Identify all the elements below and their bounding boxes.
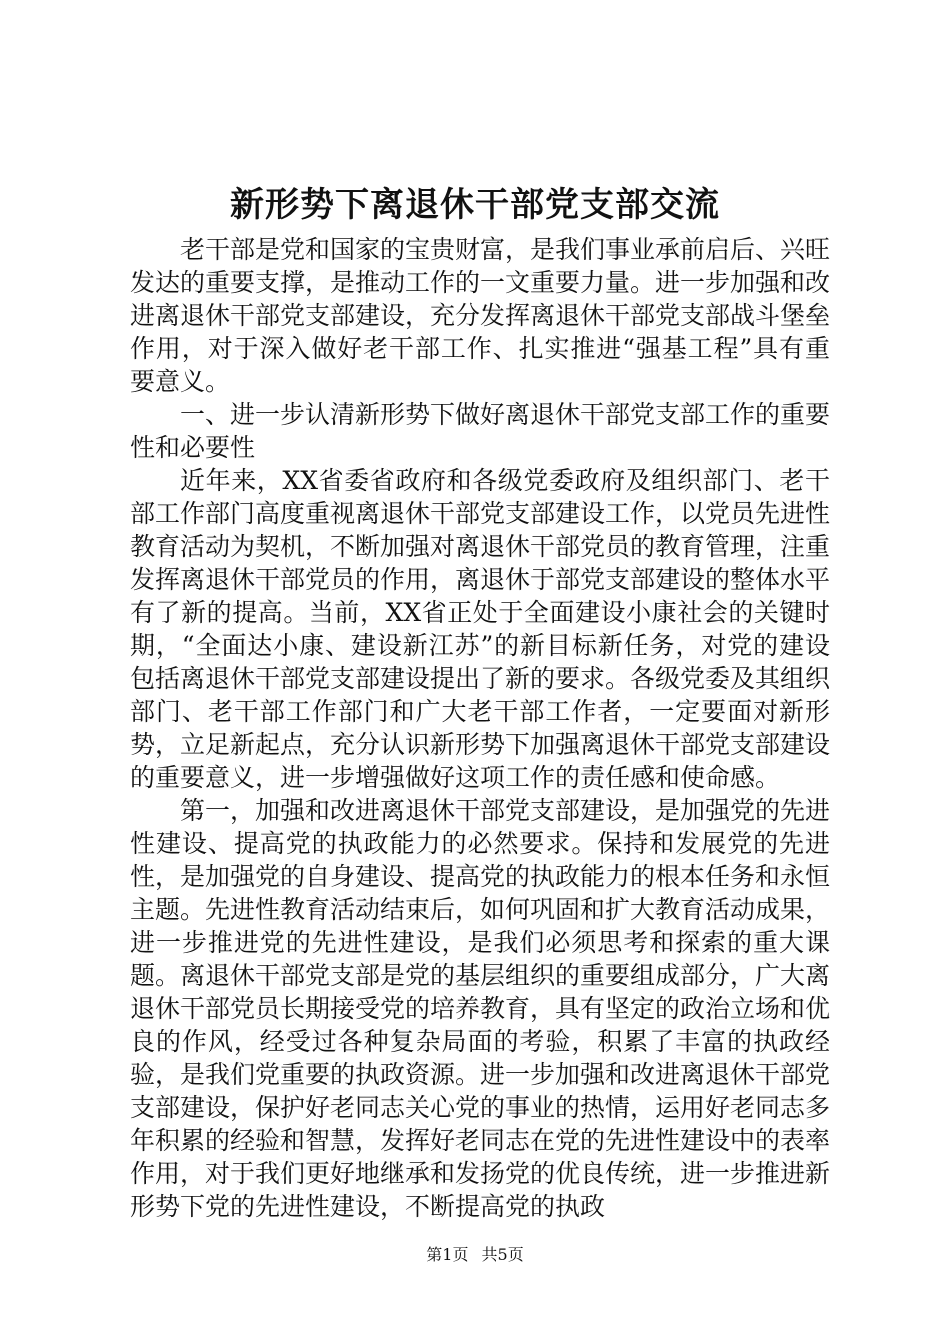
page-number: 第1页 xyxy=(426,1245,469,1264)
page-footer xyxy=(0,1245,950,1265)
section-heading: 一、进一步认清新形势下做好离退休干部党支部工作的重要性和必要性 xyxy=(130,400,831,462)
paragraph-recent-years: 近年来，XX省委省政府和各级党委政府及组织部门、老干部工作部门高度重视离退休干部党支部建设工作，以党员先进性教育活动为契机，不断加强对离退休干部党员的教育管理，注重发挥离退休干部党员的作用，离退休于部党支部建设的整体水平有了新的提高。当前，XX省正处于全面建设小康社会的关键时期，“全面达小康、建设新江苏”的新目标新任务，对党的建设包括离退休干部党支部建设提出了新的要求。各级党委及其组织部门、老干部工作部门和广大老干部工作者，一定要面对新形势，立足新起点，充分认识新形势下加强离退休干部党支部建设的重要意义，进一步增强做好这项工作的责任感和使命感。 xyxy=(130,466,831,792)
paragraph-first-point: 第一，加强和改进离退休干部党支部建设，是加强党的先进性建设、提高党的执政能力的必然要求。保持和发展党的先进性，是加强党的自身建设、提高党的执政能力的根本任务和永恒主题。先进性教育活动结束后，如何巩固和扩大教育活动成果，进一步推进党的先进性建设，是我们必须思考和探索的重大课题。离退休干部党支部是党的基层组织的重要组成部分，广大离退休干部党员长期接受党的培养教育，具有坚定的政治立场和优良的作风，经受过各种复杂局面的考验，积累了丰富的执政经验，是我们党重要的执政资源。进一步加强和改进离退休干部党支部建设，保护好老同志关心党的事业的热情，运用好老同志多年积累的经验和智慧，发挥好老同志在党的先进性建设中的表率作用，对于我们更好地继承和发扬党的优良传统，进一步推进新形势下党的先进性建设，不断提高党的执政 xyxy=(130,796,831,1221)
document-title: 新形势下离退休干部党支部交流 xyxy=(230,184,720,225)
paragraph-intro: 老干部是党和国家的宝贵财富，是我们事业承前启后、兴旺发达的重要支撑，是推动工作的一文重要力量。进一步加强和改进离退休干部党支部建设，充分发挥离退休干部党支部战斗堡垒作用，对于深入做好老干部工作、扎实推进“强基工程”具有重要意义。 xyxy=(130,235,831,396)
page-total: 共5页 xyxy=(481,1245,524,1264)
document-body xyxy=(130,233,830,1223)
